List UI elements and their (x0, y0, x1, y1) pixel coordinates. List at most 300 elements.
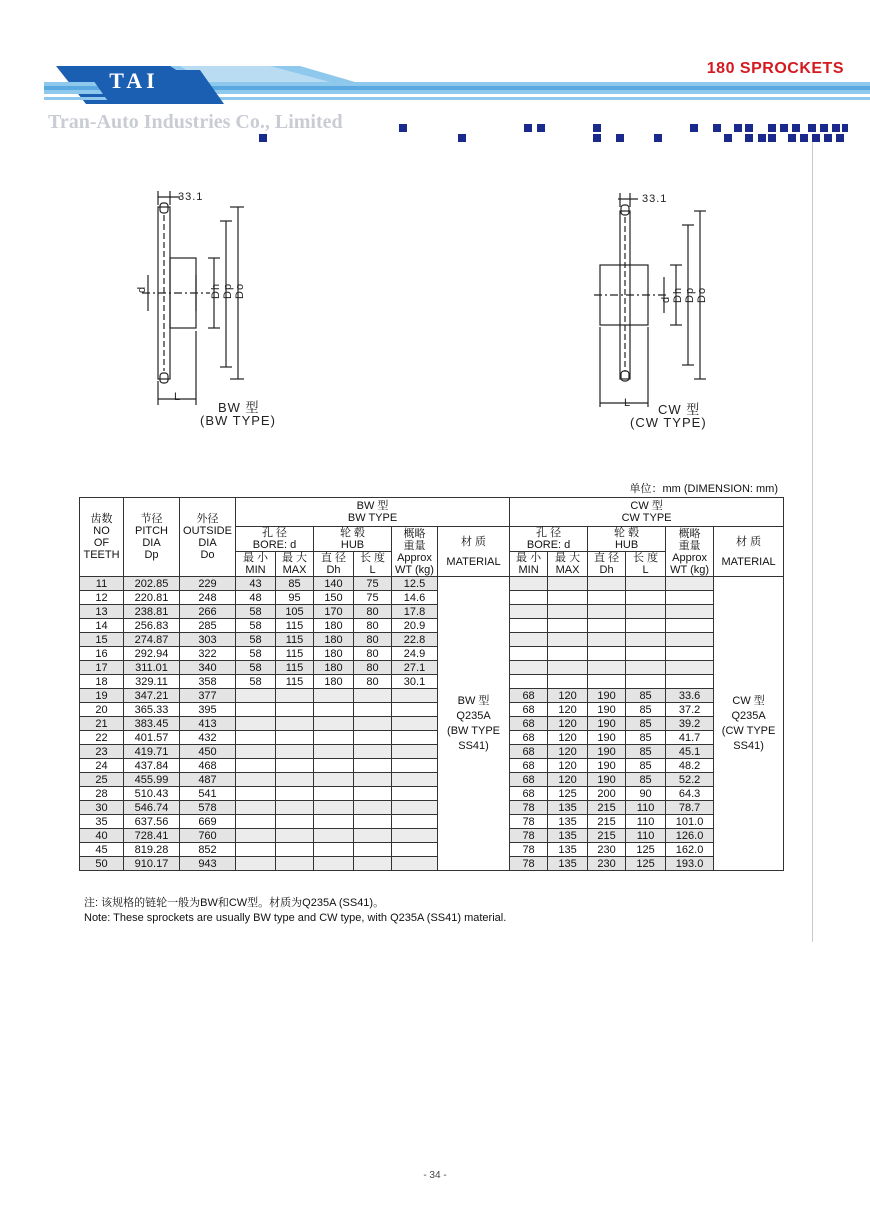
outside-dia-cell: 395 (180, 703, 236, 717)
cw-outside-dia-label: Do (696, 286, 708, 303)
header-bw-dh (314, 552, 354, 577)
pitch-dia-cell: 510.43 (124, 787, 180, 801)
bw-weight-cell: 24.9 (392, 647, 438, 661)
header-bw-weight-en-1: Approx (397, 551, 432, 564)
cw-hub-dia-cell: 190 (588, 759, 626, 773)
cw-bore-min-cell: 68 (510, 717, 548, 731)
cw-weight-cell: 64.3 (666, 787, 714, 801)
teeth-cell: 45 (80, 843, 124, 857)
cw-weight-cell: 101.0 (666, 815, 714, 829)
header-bw-max (276, 552, 314, 577)
cw-hub-length-cell: 110 (626, 801, 666, 815)
teeth-cell: 13 (80, 605, 124, 619)
bw-hub-dia-cell (314, 689, 354, 703)
cw-bore-min-cell: 78 (510, 829, 548, 843)
cw-bore-min-cell (510, 577, 548, 591)
bw-bore-max-cell: 115 (276, 619, 314, 633)
bw-hub-length-cell (354, 703, 392, 717)
cw-hub-length-cell (626, 577, 666, 591)
header-banner (0, 0, 870, 112)
outside-dia-cell: 413 (180, 717, 236, 731)
bw-hub-dia-cell (314, 787, 354, 801)
header-bw-len-cn: 长 度 (359, 552, 386, 564)
outside-dia-cell: 468 (180, 759, 236, 773)
header-cw-min (510, 552, 548, 577)
bw-material-cell (438, 577, 510, 871)
cw-weight-cell (666, 619, 714, 633)
table-row (80, 843, 784, 857)
cw-hub-dia-cell: 190 (588, 703, 626, 717)
bw-bore-min-cell: 58 (236, 605, 276, 619)
cw-hub-dia-label: Dh (672, 286, 684, 303)
bw-hub-length-cell (354, 815, 392, 829)
bw-bore-max-cell (276, 843, 314, 857)
bw-hub-length-cell (354, 801, 392, 815)
bw-bore-max-cell: 85 (276, 577, 314, 591)
header-cw-max (548, 552, 588, 577)
header-teeth-en-2: OF (93, 537, 110, 549)
header-bw-material (438, 527, 510, 577)
outside-dia-cell: 358 (180, 675, 236, 689)
cw-bore-max-cell: 135 (548, 843, 588, 857)
table-row (80, 745, 784, 759)
cw-weight-cell (666, 661, 714, 675)
cw-hub-dia-cell (588, 591, 626, 605)
teeth-cell: 23 (80, 745, 124, 759)
pitch-dia-cell: 274.87 (124, 633, 180, 647)
header-bw-material-cn: 材 质 (461, 535, 487, 548)
header-cw-weight (666, 527, 714, 577)
bw-hub-dia-cell (314, 843, 354, 857)
bw-dimension-label: 33.1 (178, 191, 204, 203)
sprocket-spec-table (79, 497, 784, 871)
bw-bore-min-cell (236, 759, 276, 773)
bw-bore-min-cell (236, 731, 276, 745)
header-cw-material (714, 527, 784, 577)
table-header (80, 498, 784, 577)
bw-bore-min-cell (236, 703, 276, 717)
header-cw-dh-cn: 直 径 (594, 552, 620, 564)
bw-weight-cell (392, 773, 438, 787)
table-row (80, 633, 784, 647)
cw-bore-max-cell (548, 619, 588, 633)
outside-dia-cell: 248 (180, 591, 236, 605)
bw-hub-length-cell: 75 (354, 591, 392, 605)
bw-weight-cell (392, 843, 438, 857)
bw-hub-dia-cell (314, 731, 354, 745)
teeth-cell: 21 (80, 717, 124, 731)
header-teeth-en-1: NO (93, 525, 110, 537)
section-title: 180 SPROCKETS (706, 60, 844, 77)
cw-weight-cell: 41.7 (666, 731, 714, 745)
bw-bore-max-cell (276, 689, 314, 703)
cw-bore-min-cell (510, 647, 548, 661)
bw-weight-cell: 20.9 (392, 619, 438, 633)
cw-bore-max-cell: 120 (548, 731, 588, 745)
cw-hub-dia-cell: 230 (588, 857, 626, 871)
bw-weight-cell (392, 703, 438, 717)
cw-bore-min-cell (510, 675, 548, 689)
pitch-dia-cell: 347.21 (124, 689, 180, 703)
cw-hub-length-cell: 110 (626, 815, 666, 829)
header-cw-material-en: MATERIAL (721, 555, 776, 568)
bw-bore-min-cell: 58 (236, 647, 276, 661)
bw-hub-length-cell (354, 689, 392, 703)
header-bw-min-en: MIN (245, 564, 266, 576)
outside-dia-cell: 322 (180, 647, 236, 661)
cw-bore-max-cell: 135 (548, 801, 588, 815)
cw-bore-min-cell: 68 (510, 787, 548, 801)
bw-pitch-dia-label: Dp (222, 282, 234, 299)
bw-hub-dia-cell: 170 (314, 605, 354, 619)
bw-bore-min-cell (236, 843, 276, 857)
cw-caption-en: (CW TYPE) (630, 415, 707, 430)
header-pitch-en-2: DIA (142, 537, 161, 549)
teeth-cell: 40 (80, 829, 124, 843)
teeth-cell: 50 (80, 857, 124, 871)
bw-caption-cn: BW 型 (218, 400, 260, 415)
header-cw-len-en: L (642, 564, 649, 576)
header-bw-bore-cn: 孔 径 (261, 527, 288, 539)
pitch-dia-cell: 292.94 (124, 647, 180, 661)
bw-bore-min-cell (236, 857, 276, 871)
cw-hub-length-cell: 85 (626, 745, 666, 759)
bw-hub-length-cell: 80 (354, 619, 392, 633)
cw-hub-dia-cell: 190 (588, 717, 626, 731)
units-label: 单位：mm (DIMENSION: mm) (629, 483, 778, 495)
bw-hub-length-cell (354, 857, 392, 871)
bw-weight-cell (392, 787, 438, 801)
bw-bore-max-cell: 95 (276, 591, 314, 605)
table-row (80, 717, 784, 731)
header-cw-len-cn: 长 度 (633, 552, 659, 564)
bw-bore-min-cell: 58 (236, 633, 276, 647)
header-bw-min (236, 552, 276, 577)
header-cw-max-en: MAX (555, 564, 580, 576)
bw-bore-min-cell (236, 829, 276, 843)
header-cw-dh-en: Dh (599, 564, 614, 576)
bw-type-drawing (130, 185, 300, 435)
bw-hub-length-cell (354, 787, 392, 801)
cw-hub-length-cell: 110 (626, 829, 666, 843)
cw-weight-cell (666, 591, 714, 605)
bw-hub-length-cell (354, 759, 392, 773)
bw-bore-max-cell: 115 (276, 661, 314, 675)
bw-bore-max-cell: 115 (276, 647, 314, 661)
bw-material-line: SS41) (458, 739, 489, 752)
bw-hub-length-cell: 80 (354, 647, 392, 661)
cw-weight-cell: 33.6 (666, 689, 714, 703)
bw-hub-dia-cell (314, 857, 354, 871)
cw-bore-min-cell: 68 (510, 759, 548, 773)
header-bw-group (236, 498, 510, 527)
table-row (80, 619, 784, 633)
cw-weight-cell: 126.0 (666, 829, 714, 843)
cw-hub-length-cell (626, 619, 666, 633)
cw-hub-length-cell (626, 661, 666, 675)
bw-material-line: Q235A (456, 709, 491, 722)
pitch-dia-cell: 437.84 (124, 759, 180, 773)
bw-bore-min-cell (236, 787, 276, 801)
bw-hub-dia-cell (314, 829, 354, 843)
pitch-dia-cell: 728.41 (124, 829, 180, 843)
cw-hub-length-cell (626, 605, 666, 619)
cw-bore-min-cell (510, 619, 548, 633)
bw-bore-min-cell: 58 (236, 661, 276, 675)
header-cw-hub-en: HUB (614, 539, 639, 551)
cw-dimension-label: 33.1 (642, 193, 668, 205)
table-row (80, 759, 784, 773)
table-row (80, 661, 784, 675)
cw-hub-dia-cell (588, 577, 626, 591)
bw-bore-max-cell (276, 801, 314, 815)
bw-weight-cell: 22.8 (392, 633, 438, 647)
outside-dia-cell: 432 (180, 731, 236, 745)
bw-hub-dia-label: Dh (210, 282, 222, 299)
pitch-dia-cell: 401.57 (124, 731, 180, 745)
cw-weight-cell (666, 633, 714, 647)
bw-bore-max-cell: 115 (276, 633, 314, 647)
bw-hub-length-cell: 80 (354, 633, 392, 647)
cw-hub-dia-cell: 215 (588, 815, 626, 829)
header-pitch (124, 498, 180, 577)
cw-bore-min-cell (510, 661, 548, 675)
header-bw-min-cn: 最 小 (242, 552, 269, 564)
bw-hub-dia-cell (314, 703, 354, 717)
bw-bore-max-cell: 105 (276, 605, 314, 619)
pitch-dia-cell: 311.01 (124, 661, 180, 675)
header-bw-bore (236, 527, 314, 552)
table-row (80, 591, 784, 605)
table-row (80, 773, 784, 787)
teeth-cell: 24 (80, 759, 124, 773)
cw-bore-min-cell: 78 (510, 815, 548, 829)
bw-hub-dia-cell (314, 745, 354, 759)
table-row (80, 577, 784, 591)
header-cw-group-cn: CW 型 (630, 500, 663, 512)
table-row (80, 857, 784, 871)
header-teeth-en-3: TEETH (83, 549, 120, 561)
header-cw-hub-cn: 轮 毂 (614, 527, 640, 539)
cw-hub-dia-cell: 190 (588, 745, 626, 759)
cw-hub-dia-cell (588, 605, 626, 619)
table-row (80, 731, 784, 745)
cw-bore-max-cell (548, 647, 588, 661)
bw-weight-cell (392, 745, 438, 759)
cw-bore-min-cell: 68 (510, 745, 548, 759)
header-bw-group-en: BW TYPE (347, 512, 398, 524)
note-cn: 注: 该规格的链轮一般为BW和CW型。材质为Q235A (SS41)。 (84, 897, 385, 909)
bw-weight-cell (392, 717, 438, 731)
cw-bore-max-cell (548, 633, 588, 647)
table-body (80, 577, 784, 871)
cw-bore-min-cell: 68 (510, 731, 548, 745)
bw-weight-cell (392, 857, 438, 871)
cw-hub-dia-cell: 215 (588, 829, 626, 843)
bw-hub-length-cell: 80 (354, 605, 392, 619)
header-bw-hub (314, 527, 392, 552)
cw-hub-length-cell: 85 (626, 773, 666, 787)
cw-hub-length-cell (626, 647, 666, 661)
cw-bore-min-cell: 68 (510, 703, 548, 717)
cw-weight-cell (666, 675, 714, 689)
bw-bore-max-cell (276, 703, 314, 717)
cw-hub-dia-cell: 200 (588, 787, 626, 801)
header-outside-cn: 外径 (196, 513, 219, 525)
company-logo (96, 70, 172, 92)
cw-hub-length-cell: 125 (626, 857, 666, 871)
outside-dia-cell: 578 (180, 801, 236, 815)
bw-weight-cell: 14.6 (392, 591, 438, 605)
bw-bore-min-cell (236, 689, 276, 703)
bw-bore-max-cell (276, 745, 314, 759)
bw-hub-dia-cell: 150 (314, 591, 354, 605)
teeth-cell: 19 (80, 689, 124, 703)
bw-hub-dia-cell (314, 759, 354, 773)
header-outside-en-3: Do (200, 549, 215, 561)
cw-bore-min-cell: 68 (510, 689, 548, 703)
cw-hub-length-cell: 90 (626, 787, 666, 801)
header-bw-weight-cn-2: 重量 (403, 539, 426, 552)
header-cw-hub (588, 527, 666, 552)
header-bw-max-en: MAX (282, 564, 307, 576)
pitch-dia-cell: 238.81 (124, 605, 180, 619)
header-cw-bore (510, 527, 588, 552)
teeth-cell: 14 (80, 619, 124, 633)
header-teeth-cn: 齿数 (90, 513, 113, 525)
cw-hub-length-cell: 85 (626, 689, 666, 703)
table-row (80, 689, 784, 703)
outside-dia-cell: 377 (180, 689, 236, 703)
pitch-dia-cell: 637.56 (124, 815, 180, 829)
cw-pitch-dia-label: Dp (684, 286, 696, 303)
cw-bore-max-cell (548, 661, 588, 675)
notes (84, 896, 506, 926)
cw-bore-max-cell (548, 591, 588, 605)
cw-length-label: L (624, 397, 632, 409)
bw-bore-min-cell (236, 773, 276, 787)
header-bw-dh-en: Dh (326, 564, 341, 576)
header-cw-material-cn: 材 质 (736, 535, 762, 548)
teeth-cell: 30 (80, 801, 124, 815)
bw-sprocket-figure (130, 185, 300, 435)
pitch-dia-cell: 455.99 (124, 773, 180, 787)
bw-hub-dia-cell: 180 (314, 661, 354, 675)
bw-hub-length-cell: 80 (354, 661, 392, 675)
table-row (80, 675, 784, 689)
header-bw-dh-cn: 直 径 (320, 552, 347, 564)
header-teeth (80, 498, 124, 577)
bw-hub-dia-cell (314, 801, 354, 815)
cw-hub-length-cell: 85 (626, 717, 666, 731)
note-en: Note: These sprockets are usually BW type and CW type, with Q235A (SS41) material. (84, 912, 507, 924)
bw-weight-cell: 30.1 (392, 675, 438, 689)
bw-hub-length-cell (354, 745, 392, 759)
outside-dia-cell: 852 (180, 843, 236, 857)
cw-bore-max-cell: 135 (548, 829, 588, 843)
cw-bore-min-cell: 78 (510, 801, 548, 815)
header-cw-group (510, 498, 784, 527)
cw-hub-length-cell: 85 (626, 759, 666, 773)
cw-caption-cn: CW 型 (658, 402, 701, 417)
header-pitch-en-1: PITCH (135, 525, 168, 537)
bw-hub-dia-cell (314, 815, 354, 829)
cw-material-line: (CW TYPE (721, 724, 776, 737)
bw-weight-cell (392, 815, 438, 829)
bw-bore-min-cell: 58 (236, 619, 276, 633)
header-bw-material-en: MATERIAL (446, 555, 501, 568)
cw-weight-cell: 45.1 (666, 745, 714, 759)
cw-hub-dia-cell (588, 633, 626, 647)
bw-hub-dia-cell: 180 (314, 619, 354, 633)
cw-hub-dia-cell: 190 (588, 773, 626, 787)
cw-weight-cell: 78.7 (666, 801, 714, 815)
outside-dia-cell: 541 (180, 787, 236, 801)
cw-hub-dia-cell: 215 (588, 801, 626, 815)
header-outside-en-2: DIA (198, 537, 217, 549)
teeth-cell: 16 (80, 647, 124, 661)
outside-dia-cell: 266 (180, 605, 236, 619)
pitch-dia-cell: 383.45 (124, 717, 180, 731)
bw-bore-min-cell: 43 (236, 577, 276, 591)
cw-type-drawing (590, 185, 760, 435)
bw-bore-max-cell (276, 717, 314, 731)
cw-weight-cell: 162.0 (666, 843, 714, 857)
cw-hub-length-cell: 125 (626, 843, 666, 857)
bw-bore-max-cell (276, 759, 314, 773)
bw-hub-dia-cell: 180 (314, 647, 354, 661)
header-bw-hub-en: HUB (340, 539, 365, 551)
cw-hub-dia-cell: 230 (588, 843, 626, 857)
header-cw-max-cn: 最 大 (555, 552, 581, 564)
teeth-cell: 12 (80, 591, 124, 605)
teeth-cell: 22 (80, 731, 124, 745)
header-bw-group-cn: BW 型 (356, 500, 389, 512)
bw-weight-cell (392, 689, 438, 703)
cw-material-cell (714, 577, 784, 871)
cw-weight-cell: 48.2 (666, 759, 714, 773)
header-pitch-en-3: Dp (144, 549, 159, 561)
header-cw-weight-en-2: WT (kg) (670, 563, 710, 576)
teeth-cell: 35 (80, 815, 124, 829)
cw-weight-cell (666, 605, 714, 619)
bw-bore-max-cell (276, 815, 314, 829)
cw-bore-min-cell (510, 591, 548, 605)
cw-bore-max-cell: 135 (548, 857, 588, 871)
cw-hub-dia-cell (588, 647, 626, 661)
bw-material-line: (BW TYPE (447, 724, 501, 737)
bw-hub-dia-cell: 140 (314, 577, 354, 591)
table-row (80, 605, 784, 619)
pitch-dia-cell: 329.11 (124, 675, 180, 689)
bw-bore-min-cell (236, 815, 276, 829)
header-cw-min-en: MIN (518, 564, 539, 576)
cw-bore-max-cell (548, 675, 588, 689)
bw-bore-min-cell: 58 (236, 675, 276, 689)
bw-hub-length-cell (354, 773, 392, 787)
bw-hub-length-cell (354, 829, 392, 843)
outside-dia-cell: 285 (180, 619, 236, 633)
bw-weight-cell: 12.5 (392, 577, 438, 591)
cw-bore-max-cell (548, 605, 588, 619)
outside-dia-cell: 450 (180, 745, 236, 759)
bw-hub-length-cell (354, 731, 392, 745)
header-bw-bore-en: BORE: d (252, 539, 297, 551)
teeth-cell: 18 (80, 675, 124, 689)
table-row (80, 647, 784, 661)
cw-bore-max-cell (548, 577, 588, 591)
header-pitch-cn: 节径 (140, 513, 163, 525)
